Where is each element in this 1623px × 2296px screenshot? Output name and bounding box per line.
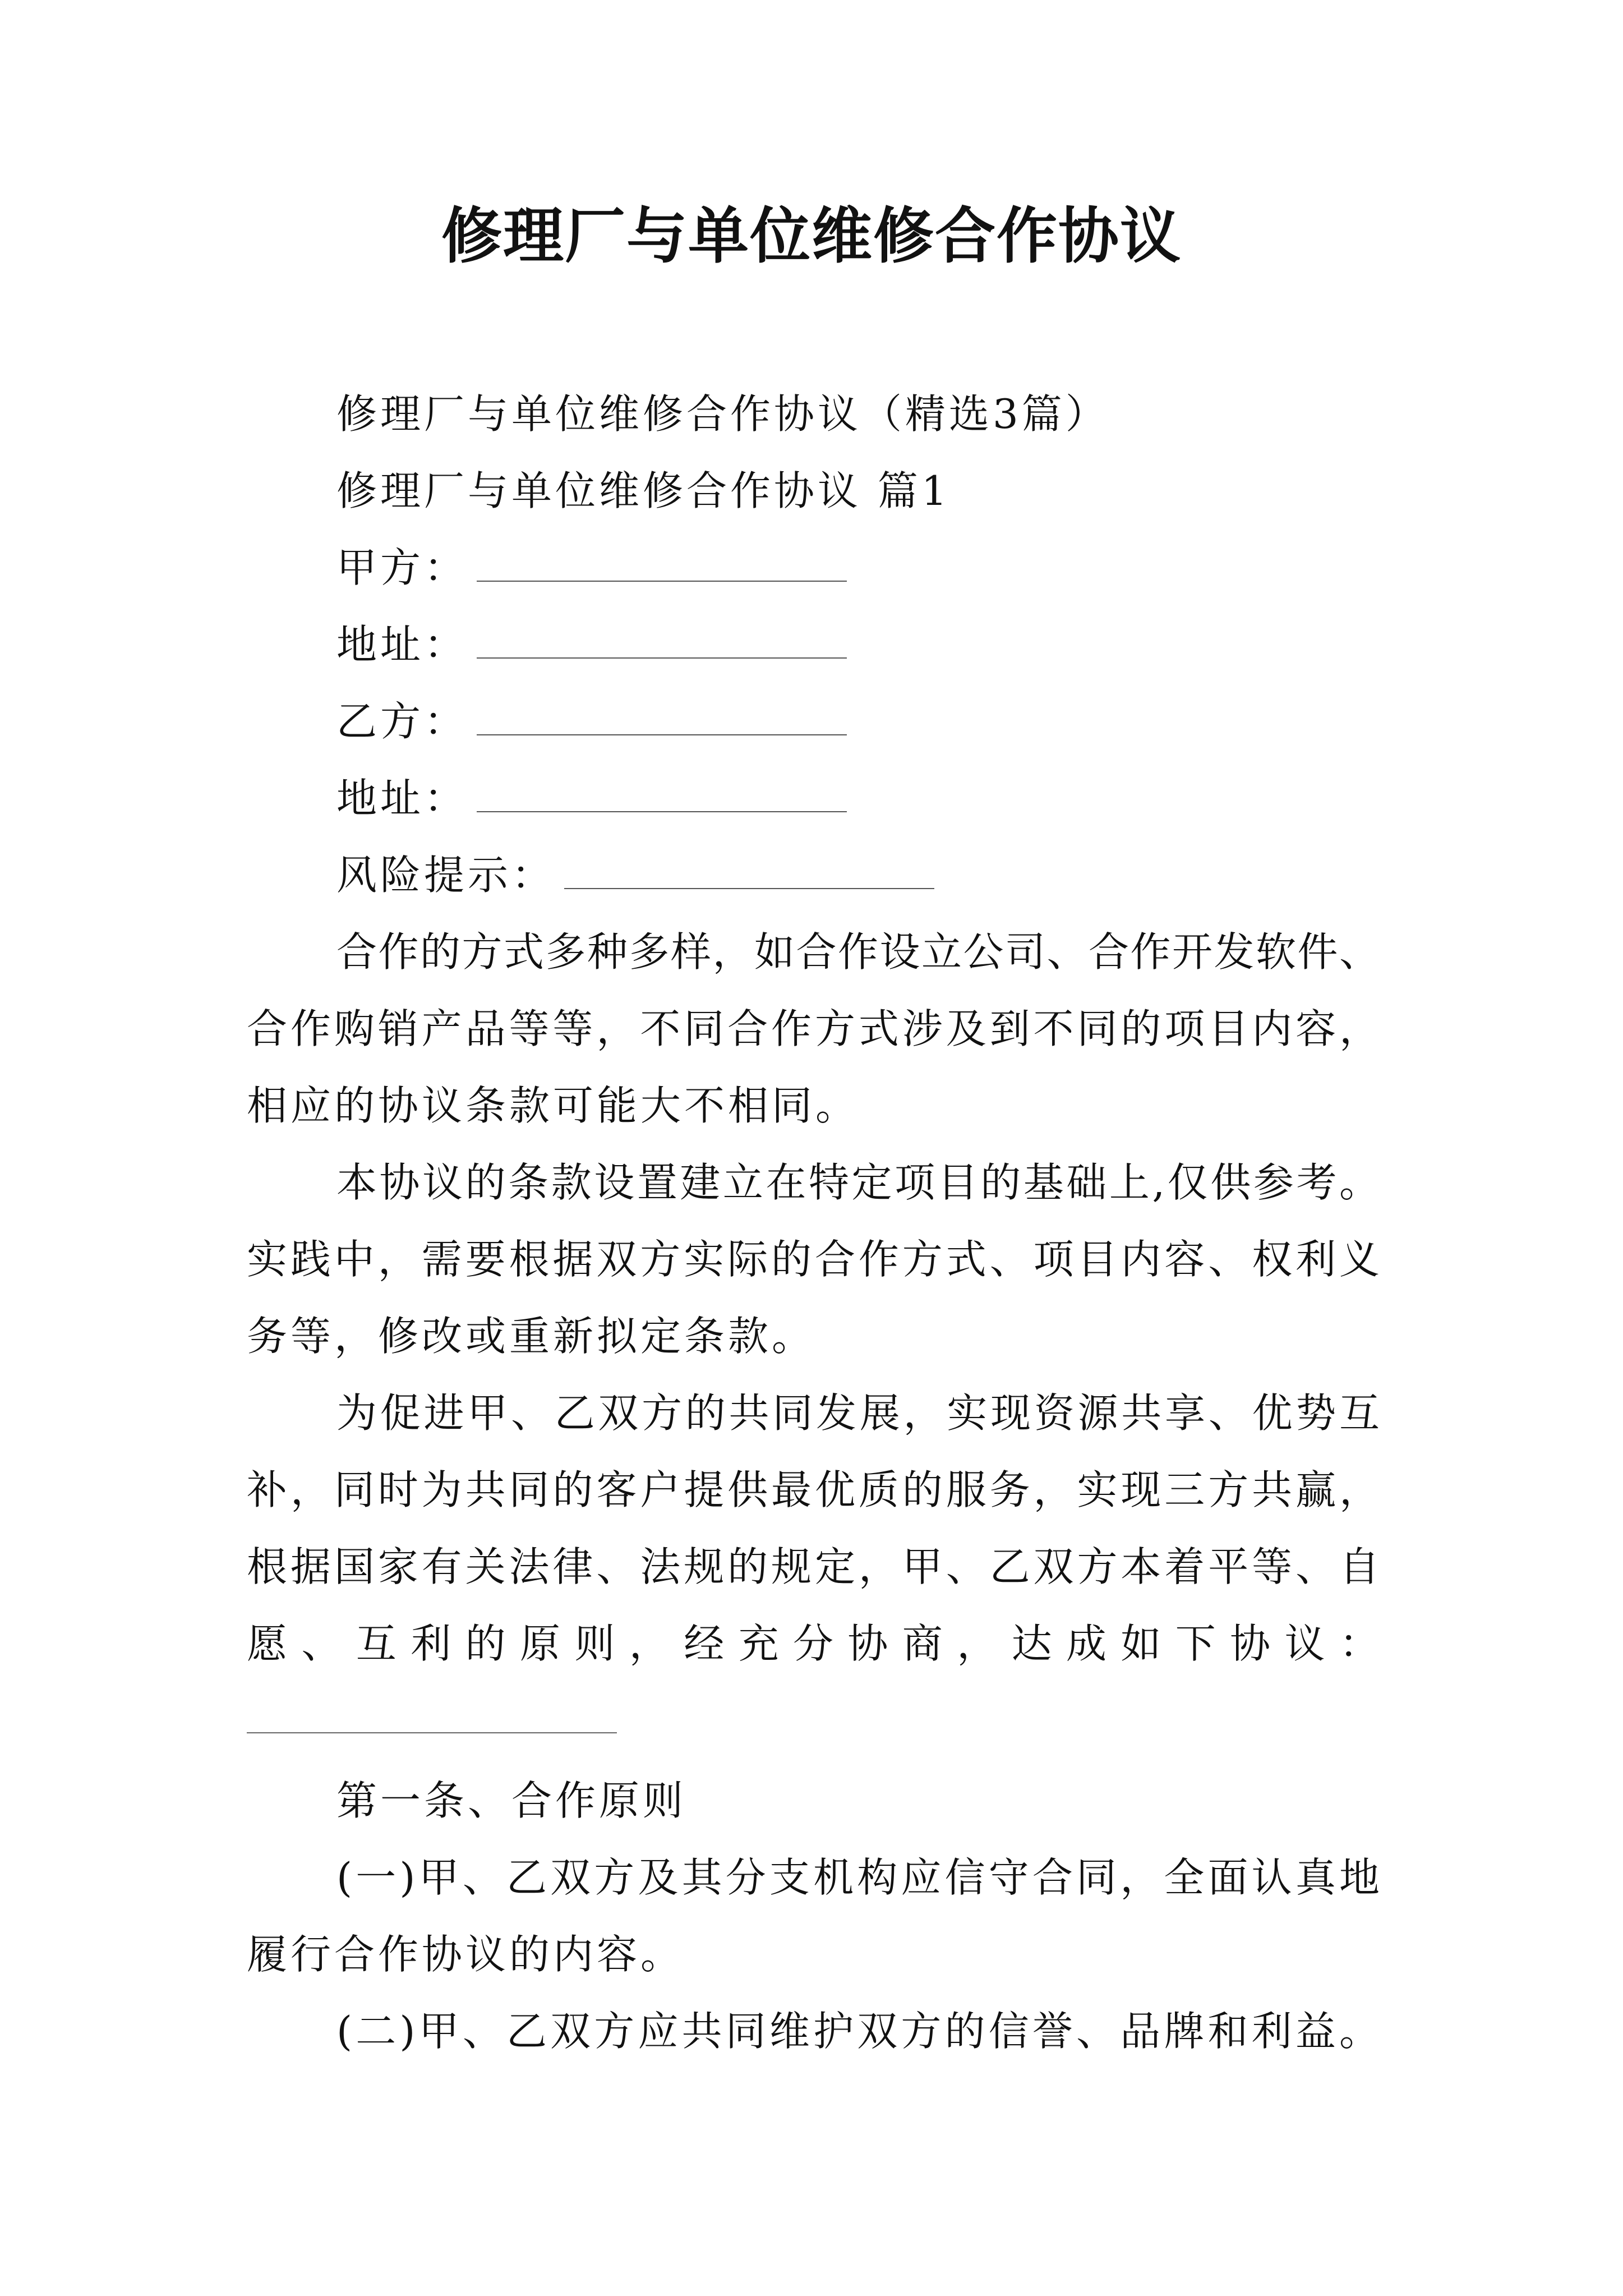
document-title: 修理厂与单位维修合作协议 [441,201,1182,272]
paragraph-line: 为促进甲、乙双方的共同发展，实现资源共享、优势互 [336,1389,1380,1437]
divider-line [247,1732,617,1733]
field-risk-note [336,847,934,903]
document-subtitle: 修理厂与单位维修合作协议（精选3篇） [336,390,1109,438]
article-heading: 第一条、合作原则 [336,1777,687,1824]
paragraph-line: 相应的协议条款可能大不相同。 [247,1082,860,1129]
field-party-a [336,540,847,596]
paragraph-line: 合作的方式多种多样，如合作设立公司、合作开发软件、 [336,928,1380,976]
clause-line: (一)甲、乙双方及其分支机构应信守合同，全面认真地 [336,1854,1380,1901]
paragraph-line: 务等，修改或重新拟定条款。 [247,1313,816,1360]
field-label: 地址： [336,775,468,822]
paragraph-line: 根据国家有关法律、法规的规定，甲、乙双方本着平等、自 [247,1543,1380,1590]
blank-line [477,622,847,659]
field-label: 乙方： [336,698,468,745]
clause-line: 履行合作协议的内容。 [247,1931,685,1978]
blank-line [477,775,847,812]
field-address-b [336,770,847,826]
paragraph-line: 合作购销产品等等，不同合作方式涉及到不同的项目内容， [247,1005,1380,1052]
field-party-b [336,693,847,749]
part-heading: 修理厂与单位维修合作协议 篇1 [336,467,951,514]
blank-line [564,852,934,889]
paragraph-line: 本协议的条款设置建立在特定项目的基础上,仅供参考。 [336,1159,1380,1206]
field-label: 地址： [336,621,468,668]
paragraph-line: 补，同时为共同的客户提供最优质的服务，实现三方共赢， [247,1466,1380,1513]
blank-line [477,545,847,582]
paragraph-line: 实践中，需要根据双方实际的合作方式、项目内容、权利义 [247,1236,1380,1283]
paragraph-line: 愿、互利的原则，经充分协商，达成如下协议： [247,1620,1380,1667]
field-address-a [336,616,847,673]
field-label: 风险提示： [336,852,556,899]
clause-line: (二)甲、乙双方应共同维护双方的信誉、品牌和利益。 [336,2008,1380,2055]
field-label: 甲方： [336,544,468,591]
blank-line [477,698,847,735]
